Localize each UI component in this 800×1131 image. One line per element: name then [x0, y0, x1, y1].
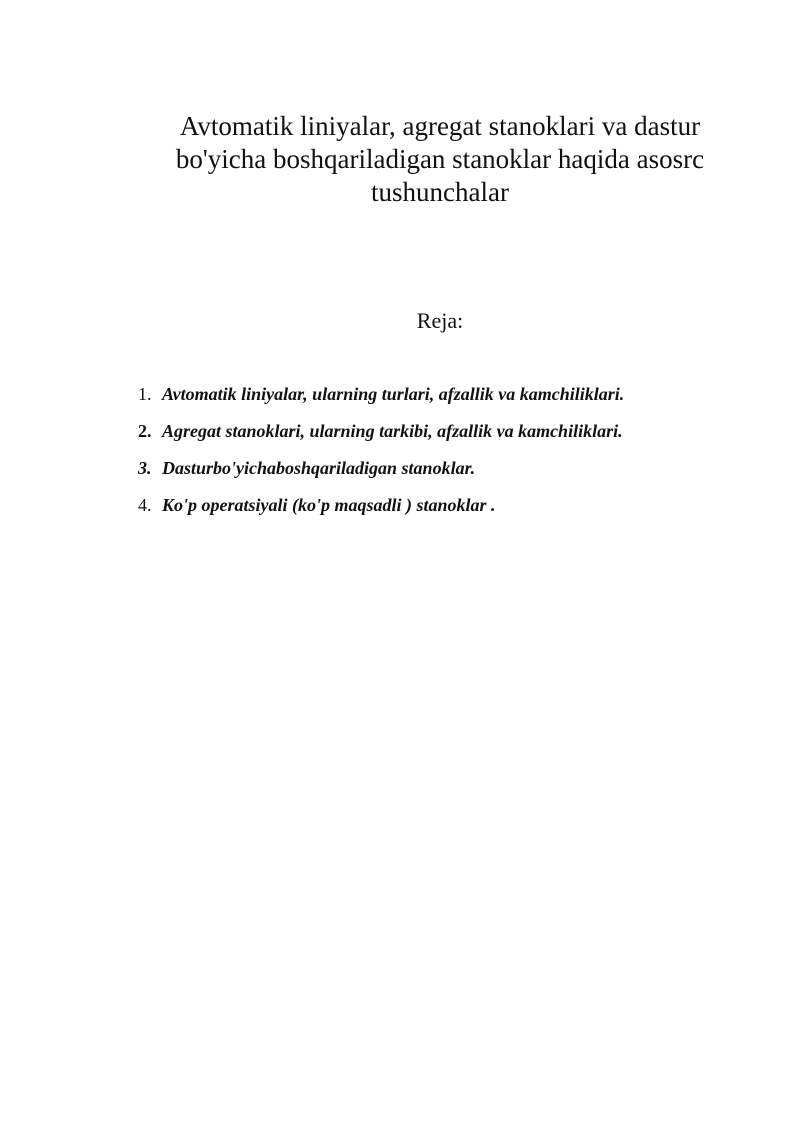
document-title	[140, 110, 740, 209]
plan-item-text: Dasturbo'yichaboshqariladigan stanoklar.	[162, 458, 476, 478]
plan-list	[138, 382, 778, 530]
plan-item	[138, 456, 778, 480]
title-line: Avtomatik liniyalar, agregat stanoklari va dastur	[179, 111, 701, 141]
plan-item-number: 2.	[138, 421, 152, 441]
plan-item-number: 4.	[138, 495, 152, 515]
plan-item	[138, 382, 778, 406]
title-line: bo'yicha boshqariladigan stanoklar haqida asosrc	[175, 144, 705, 174]
title-line: tushunchalar	[371, 177, 509, 207]
plan-item-text: Agregat stanoklari, ularning tarkibi, afzallik va kamchiliklari.	[162, 421, 623, 441]
plan-item	[138, 493, 778, 517]
plan-item-text: Ko'p operatsiyali (ko'p maqsadli ) stanoklar .	[162, 495, 496, 515]
plan-item-number: 1.	[138, 384, 152, 404]
plan-item-number: 3.	[138, 458, 152, 478]
plan-item	[138, 419, 778, 443]
plan-heading: Reja:	[416, 308, 464, 333]
plan-item-text: Avtomatik liniyalar, ularning turlari, afzallik va kamchiliklari.	[162, 384, 625, 404]
